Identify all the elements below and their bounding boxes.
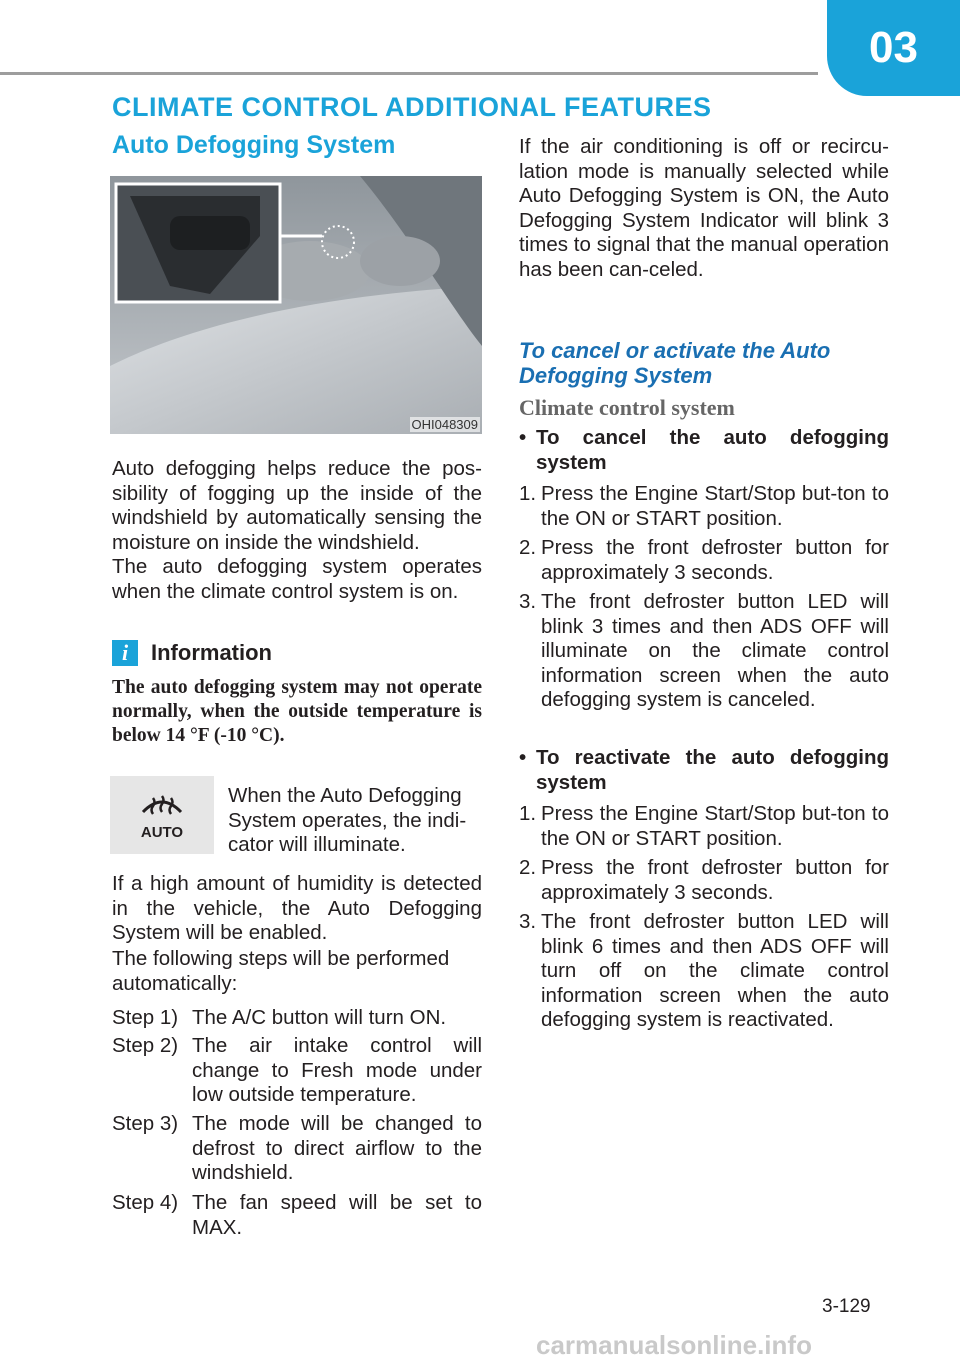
item-text: Press the Engine Start/Stop but-ton to the ON or START position.: [541, 802, 889, 850]
item-number: 3.: [519, 590, 537, 613]
bullet-dot: •: [519, 746, 527, 769]
header-rule: [0, 72, 818, 75]
item-text: The front defroster button LED will blink 3 times and then ADS OFF will illuminate on the climate control information screen when the auto defogging system is canceled.: [541, 590, 889, 711]
chapter-number: 03: [869, 23, 918, 72]
reactivate-title: To reactivate the auto defogging system: [536, 746, 889, 794]
info-icon: [112, 640, 138, 666]
bullet-dot: •: [519, 426, 527, 449]
info-icon-glyph: i: [121, 640, 129, 665]
item-text: Press the Engine Start/Stop but-ton to the ON or START position.: [541, 482, 889, 530]
auto-label: AUTO: [140, 823, 184, 841]
list-item: [519, 802, 889, 851]
cancel-bullet: [519, 426, 889, 475]
step-label: Step 2): [112, 1034, 179, 1057]
cancel-title: To cancel the auto defogging system: [536, 426, 889, 474]
list-item: [519, 856, 889, 905]
defrost-icon: [139, 790, 185, 822]
step-label: Step 4): [112, 1191, 179, 1214]
steps-intro: The following steps will be performed automatically:: [112, 947, 450, 995]
subheading: To cancel or activate the Auto Defogging System: [519, 338, 831, 388]
step-text: The A/C button will turn ON.: [192, 1006, 447, 1029]
list-item: [519, 590, 889, 713]
step-item: [112, 1034, 482, 1108]
info-text: The auto defogging system may not operate normally, when the outside temperature is below 14 °F (-10 °C).: [112, 677, 482, 746]
indicator-text: When the Auto Defogging System operates, the indi-cator will illuminate.: [228, 784, 467, 856]
list-item: [519, 910, 889, 1033]
item-number: 1.: [519, 482, 537, 505]
humidity-paragraph: If a high amount of humidity is detected in the vehicle, the Auto Defogging System will be enabled.: [112, 872, 482, 944]
auto-defog-indicator: [110, 776, 214, 854]
item-text: The front defroster button LED will blink 6 times and then ADS OFF will turn off on the climate control information screen when the auto defogging system is reactivated.: [541, 910, 889, 1031]
item-number: 3.: [519, 910, 537, 933]
intro-paragraph-2: The auto defogging system operates when the climate control system is on.: [112, 555, 482, 603]
page-heading: Auto Defogging System: [112, 131, 396, 159]
reactivate-bullet: [519, 746, 889, 795]
step-item: [112, 1006, 482, 1031]
manual-override-paragraph: If the air conditioning is off or recircu-lation mode is manually selected while Auto Defogging System is ON, the Auto Defogging System Indicator will blink 3 times to signal that the manual operation has been can-celed.: [519, 135, 889, 281]
step-text: The mode will be changed to defrost to direct airflow to the windshield.: [192, 1112, 482, 1184]
page-number: 3-129: [822, 1296, 871, 1317]
chapter-tab: [827, 0, 960, 96]
image-reference-code: OHI048309: [411, 417, 478, 432]
item-text: Press the front defroster button for approximately 3 seconds.: [541, 856, 889, 904]
step-text: The fan speed will be set to MAX.: [192, 1191, 482, 1239]
step-item: [112, 1112, 482, 1186]
step-text: The air intake control will change to Fresh mode under low outside temperature.: [192, 1034, 482, 1106]
item-number: 2.: [519, 856, 537, 879]
item-text: Press the front defroster button for approximately 3 seconds.: [541, 536, 889, 584]
step-label: Step 1): [112, 1006, 179, 1029]
list-item: [519, 536, 889, 585]
intro-paragraph-1: Auto defogging helps reduce the pos-sibility of fogging up the inside of the windshield by automatically sensing the moisture on inside the windshield.: [112, 457, 482, 554]
subsubheading: Climate control system: [519, 395, 735, 420]
item-number: 2.: [519, 536, 537, 559]
item-number: 1.: [519, 802, 537, 825]
car-interior-illustration: [110, 176, 482, 434]
list-item: [519, 482, 889, 531]
windshield-sensor-photo: [110, 176, 482, 434]
info-title: Information: [151, 640, 272, 665]
watermark: carmanualsonline.info: [536, 1330, 812, 1360]
step-label: Step 3): [112, 1112, 179, 1135]
step-item: [112, 1191, 482, 1240]
section-title: CLIMATE CONTROL ADDITIONAL FEATURES: [112, 92, 712, 122]
